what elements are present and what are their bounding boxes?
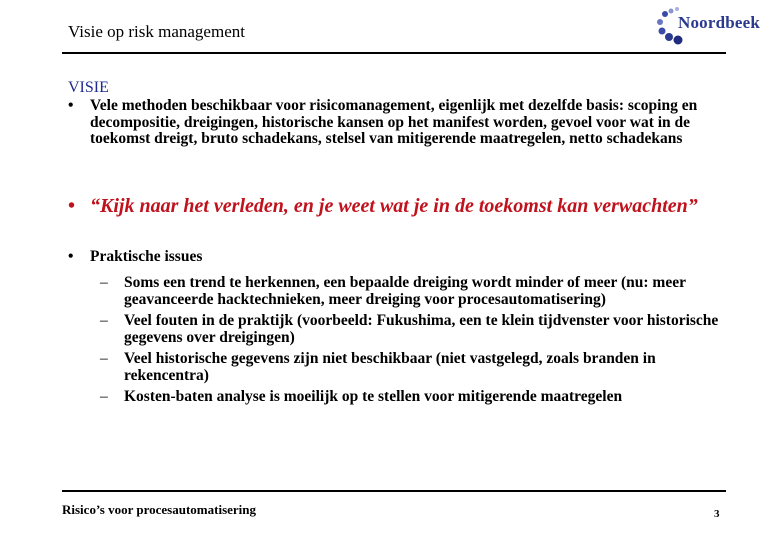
list-item-text: Veel fouten in de praktijk (voorbeeld: Fukushima, een te klein tijdvenster voor historische gegevens over dreigingen)	[124, 312, 719, 346]
bullet-methods-text: Vele methoden beschikbaar voor risicomanagement, eigenlijk met dezelfde basis: scoping en decompositie, dreigingen, historische kansen op het manifest worden, gevoel voor wat in de toekomst dreigt, bruto schadekans, stelsel van mitigerende maatregelen, netto schadekans	[90, 97, 698, 147]
bullet-issues-text: Praktische issues	[90, 248, 203, 265]
bullet-icon: •	[68, 195, 76, 217]
bullet-issues	[68, 249, 718, 266]
footer-divider	[62, 490, 726, 492]
bullet-methods	[68, 98, 708, 148]
list-item	[100, 275, 730, 308]
footer-title: Risico’s voor procesautomatisering	[62, 502, 257, 517]
bullet-quote-text: “Kijk naar het verleden, en je weet wat je in de toekomst kan verwachten”	[90, 195, 698, 217]
page-number: 3	[714, 508, 720, 520]
slide-title: Visie op risk management	[68, 22, 245, 41]
section-heading: VISIE	[68, 79, 109, 96]
noordbeek-logo	[656, 6, 766, 46]
issues-list	[100, 275, 730, 411]
dash-icon: –	[100, 388, 108, 405]
list-item	[100, 351, 730, 384]
list-item-text: Soms een trend te herkennen, een bepaalde dreiging wordt minder of meer (nu: meer geavanceerde hacktechnieken, meer dreiging voor procesautomatisering)	[124, 274, 686, 308]
list-item-text: Veel historische gegevens zijn niet beschikbaar (niet vastgelegd, zoals branden in rekencentra)	[124, 350, 656, 384]
bullet-icon: •	[68, 248, 74, 265]
dash-icon: –	[100, 274, 108, 291]
list-item	[100, 389, 730, 406]
bullet-quote	[68, 196, 718, 217]
logo-text: Noordbeek	[678, 13, 761, 32]
bullet-icon: •	[68, 97, 74, 114]
list-item	[100, 313, 730, 346]
list-item-text: Kosten-baten analyse is moeilijk op te stellen voor mitigerende maatregelen	[124, 388, 623, 405]
header-divider	[62, 52, 726, 54]
dash-icon: –	[100, 312, 108, 329]
dash-icon: –	[100, 350, 108, 367]
